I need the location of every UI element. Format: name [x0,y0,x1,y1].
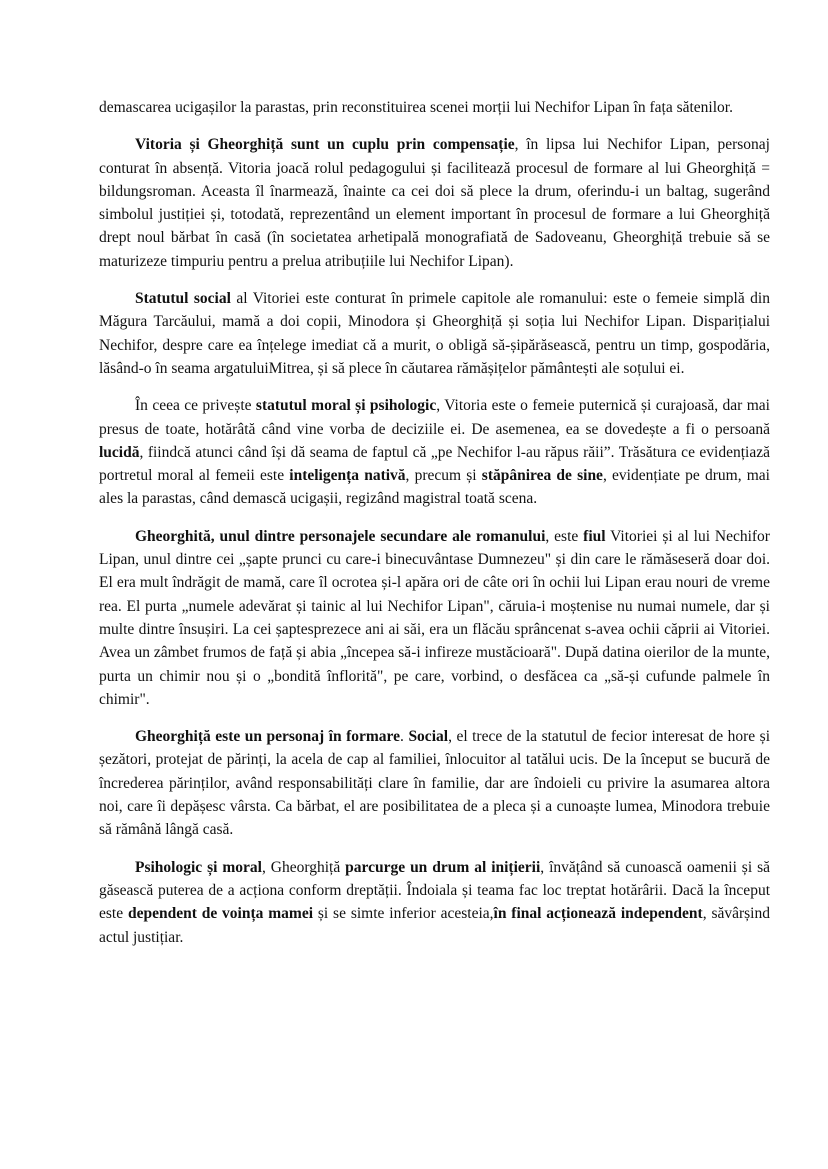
text-run: , este [545,527,584,545]
text-run: și se simte inferior acesteia, [313,905,494,923]
text-run: , Vitoria este o femeie puternică și curajoasă, dar mai presus de toate, hotărâtă când vine vorba de deciziile ei. De asemenea, ea se dovedește a fi o persoană [99,397,770,438]
paragraph-7 [99,856,770,949]
text-run: , în lipsa lui Nechifor Lipan, personaj conturat în absență. Vitoria joacă rolul pedagogului și facilitează procesul de formare al lui Gheorghiță = bildungsroman. Aceasta îl înarmează, înainte ca cei doi să plece la drum, oferindu-i un baltag, sugerând simbolul justiției și, totodată, reprezentând un element important în procesul de formare a lui Gheorghiță drept noul bărbat în casă (în societatea arhetipală monografiată de Sadoveanu, Gheorghiță trebuie să se maturizeze timpuriu pentru a prelua atribuțiile lui Nechifor Lipan). [99,136,770,270]
bold-text-run: Gheorghită, unul dintre personajele secundare ale romanului [135,527,546,545]
text-run: al Vitoriei este conturat în primele capitole ale romanului: este o femeie simplă din Măgura Tarcăului, mamă a doi copii, Minodora și Gheorghiță și soția lui Nechifor Lipan. Disparițialui Nechifor, despre care ea înțelege imediat că a murit, o obligă să-șipărăsească, pentru un timp, gospodăria, lăsând-o în seama argatuluiMitrea, și să plece în căutarea rămășițelor pământești ale soțului ei. [99,290,770,377]
bold-text-run: parcurge un drum al inițierii [345,858,541,876]
bold-text-run: inteligența nativă [289,467,406,485]
bold-text-run: Statutul social [135,290,231,308]
bold-text-run: Psihologic și moral [135,858,262,876]
bold-text-run: dependent de voința mamei [127,905,314,923]
text-run: , învățând să cunoască oamenii și să găsească puterea de a acționa conform dreptății. Îndoiala și teama fac loc treptat hotărârii. Dacă la început este [99,858,770,923]
paragraph-6 [99,725,770,841]
bold-text-run: lucidă [99,443,140,461]
paragraph-3 [99,287,770,380]
bold-text-run: Gheorghiță este un personaj în formare [135,728,401,746]
bold-text-run: stăpânirea de sine [481,467,603,485]
text-run: demascarea ucigașilor la parastas, prin reconstituirea scenei morții lui Nechifor Lipan în fața sătenilor. [99,99,733,116]
text-run: , fiindcă atunci când își dă seama de faptul că „pe Nechifor l-au răpus răii”. Trăsătura ce evidențiază portretul moral al femeii este [99,443,770,485]
paragraph-4 [99,394,770,510]
text-run: Vitoriei și al lui Nechifor Lipan, unul dintre cei „șapte prunci cu care-i binecuvântase Dumnezeu" și din care le rămăseseră doar doi. El era mult îndrăgit de mamă, care îl ocrotea și-l apăra ori de câte ori în ochii lui Lipan erau nouri de vreme rea. El purta „numele adevărat și tainic al lui Nechifor Lipan", căruia-i moștenise nu numai numele, dar și multe dintre însușiri. La cei șaptesprezece ani ai săi, era un flăcău sprâncenat s-avea ochii căprii ai Vitoriei. Avea un zâmbet frumos de față și abia „începea să-i infireze mustăcioară". După datina oierilor de la munte, purta un chimir nou și o „bondită înflorită", pe care, vorbind, o desfăcea ca „să-și cufunde palmele în chimir". [99,527,770,708]
text-run: , precum și [405,467,482,485]
document-text-block [99,96,770,963]
text-run: , săvârșind actul justițiar. [99,905,770,946]
bold-text-run: statutul moral și psihologic [255,397,437,415]
bold-text-run: Vitoria și Gheorghiță sunt un cuplu prin compensație [135,136,515,154]
text-run: În ceea ce privește [135,397,256,415]
paragraph-2 [99,133,770,273]
bold-text-run: Social [408,728,449,746]
paragraph-5 [99,525,770,711]
paragraph-1 [99,96,770,119]
text-run: . [400,728,409,746]
bold-text-run: fiul [583,527,606,545]
bold-text-run: în final acționează independent [493,905,703,923]
text-run: , el trece de la statutul de fecior interesat de hore și șezători, protejat de părinți, la acela de cap al familiei, înlocuitor al tatălui ucis. De la început se bucură de încrederea părinților, având responsabilități clare în familie, dar are îndoieli cu privire la asumarea altora noi, care îi depășesc vârsta. Ca bărbat, el are posibilitatea de a pleca și a cunoaște lumea, Minodora trebuie să rămână lângă casă. [99,728,771,839]
text-run: , evidențiate pe drum, mai ales la parastas, când demască ucigașii, regizând magistral toată scena. [99,467,770,508]
text-run: , Gheorghiță [261,858,346,876]
